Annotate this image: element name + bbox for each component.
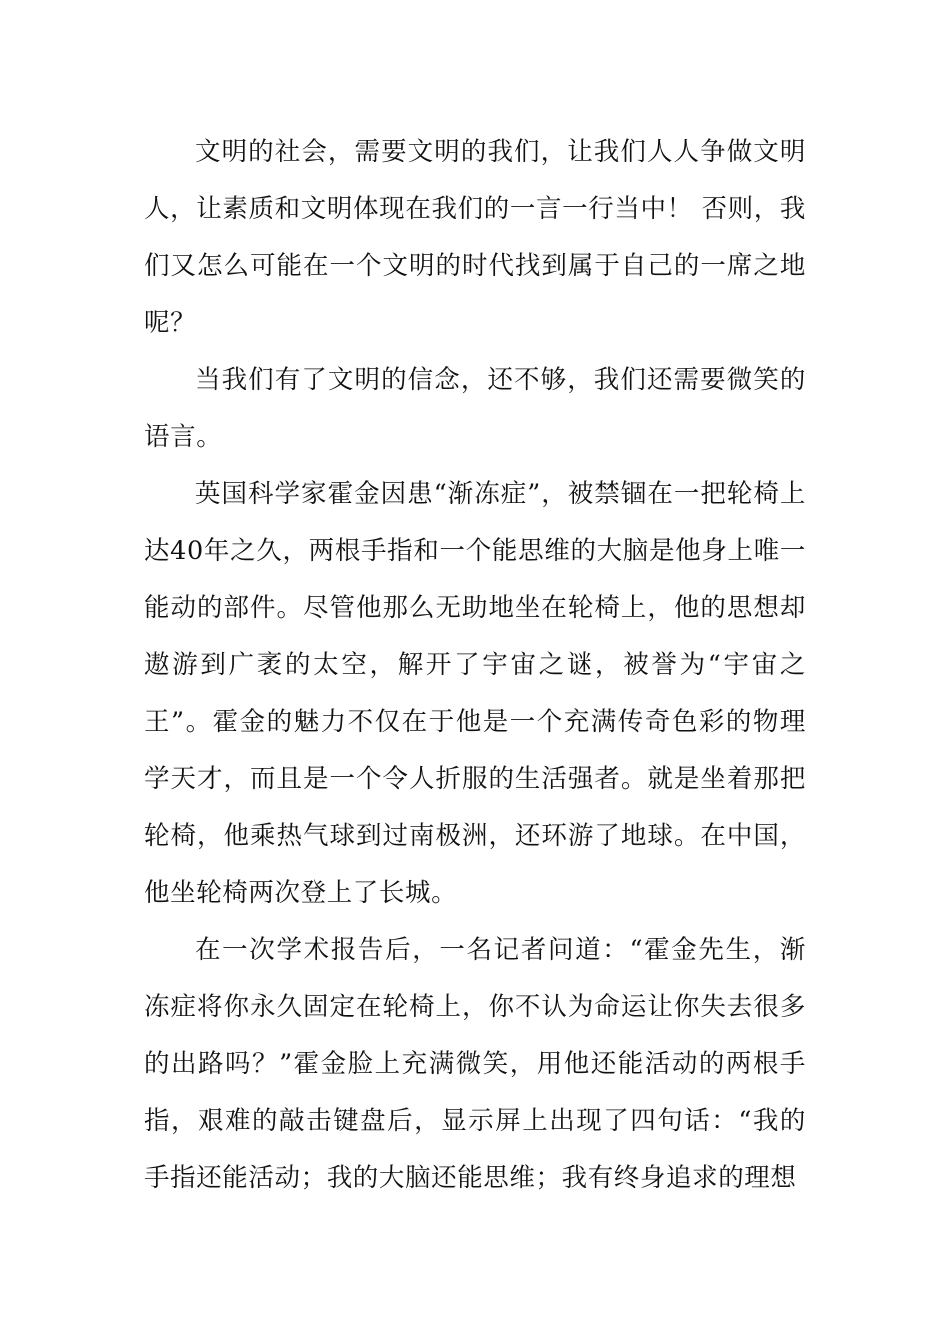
paragraph-hawking-interview: 在一次学术报告后，一名记者问道：“霍金先生，渐冻症将你永久固定在轮椅上，你不认为命运让你失去很多的出路吗？”霍金脸上充满微笑，用他还能活动的两根手指，艰难的敲击键盘后，显示屏上出现了四句话：“我的手指还能活动；我的大脑还能思维；我有终身追求的理想 — [144, 935, 806, 1193]
paragraph-civilization: 文明的社会，需要文明的我们，让我们人人争做文明人，让素质和文明体现在我们的一言一行当中！ 否则，我们又怎么可能在一个文明的时代找到属于自己的一席之地呢？ — [144, 137, 806, 338]
paragraph-hawking-story: 英国科学家霍金因患“渐冻症”，被禁锢在一把轮椅上达40年之久，两根手指和一个能思维的大脑是他身上唯一能动的部件。尽管他那么无助地坐在轮椅上，他的思想却遨游到广袤的太空，解开了宇宙之谜，被誉为“宇宙之王”。霍金的魅力不仅在于他是一个充满传奇色彩的物理学天才，而且是一个令人折服的生活强者。就是坐着那把轮椅，他乘热气球到过南极洲，还环游了地球。在中国，他坐轮椅两次登上了长城。 — [144, 479, 806, 908]
paragraph-smile-language: 当我们有了文明的信念，还不够，我们还需要微笑的语言。 — [144, 365, 806, 452]
document-body — [144, 124, 806, 1207]
